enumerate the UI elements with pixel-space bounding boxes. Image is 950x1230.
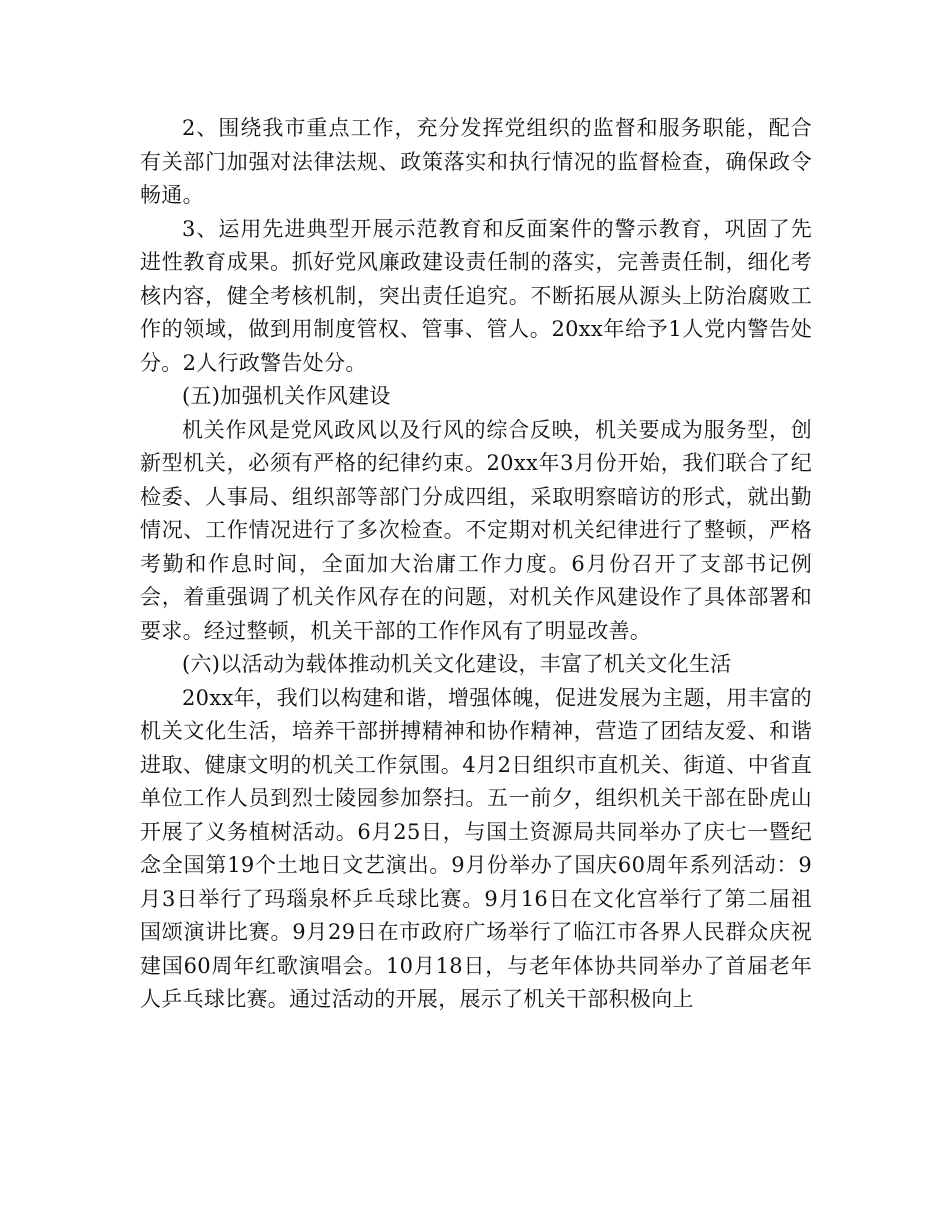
document-page xyxy=(140,112,812,1017)
paragraph-work-style: 机关作风是党风政风以及行风的综合反映，机关要成为服务型，创新型机关，必须有严格的纪律约束。20xx年3月份开始，我们联合了纪检委、人事局、组织部等部门分成四组，采取明察暗访的形式，就出勤情况、工作情况进行了多次检查。不定期对机关纪律进行了整顿，严格考勤和作息时间，全面加大治庸工作力度。6月份召开了支部书记例会，着重强调了机关作风存在的问题，对机关作风建设作了具体部署和要求。经过整顿，机关干部的工作作风有了明显改善。 xyxy=(140,417,812,643)
paragraph-item-2: 2、围绕我市重点工作，充分发挥党组织的监督和服务职能，配合有关部门加强对法律法规、政策落实和执行情况的监督检查，确保政令畅通。 xyxy=(140,116,812,207)
section-heading-5: (五)加强机关作风建设 xyxy=(182,384,391,408)
paragraph-culture-activities: 20xx年，我们以构建和谐，增强体魄，促进发展为主题，用丰富的机关文化生活，培养干部拼搏精神和协作精神，营造了团结友爱、和谐进取、健康文明的机关工作氛围。4月2日组织市直机关、街道、中省直单位工作人员到烈士陵园参加祭扫。五一前夕，组织机关干部在卧虎山开展了义务植树活动。6月25日，与国土资源局共同举办了庆七一暨纪念全国第19个土地日文艺演出。9月份举办了国庆60周年系列活动：9月3日举行了玛瑙泉杯乒乓球比赛。9月16日在文化宫举行了第二届祖国颂演讲比赛。9月29日在市政府广场举行了临江市各界人民群众庆祝建国60周年红歌演唱会。10月18日，与老年体协共同举办了首届老年人乒乓球比赛。通过活动的开展，展示了机关干部积极向上 xyxy=(140,685,812,1011)
section-heading-6: (六)以活动为载体推动机关文化建设，丰富了机关文化生活 xyxy=(182,652,732,676)
paragraph-item-3: 3、运用先进典型开展示范教育和反面案件的警示教育，巩固了先进性教育成果。抓好党风廉政建设责任制的落实，完善责任制，细化考核内容，健全考核机制，突出责任追究。不断拓展从源头上防治腐败工作的领域，做到用制度管权、管事、管人。20xx年给予1人党内警告处分。2人行政警告处分。 xyxy=(140,216,812,375)
